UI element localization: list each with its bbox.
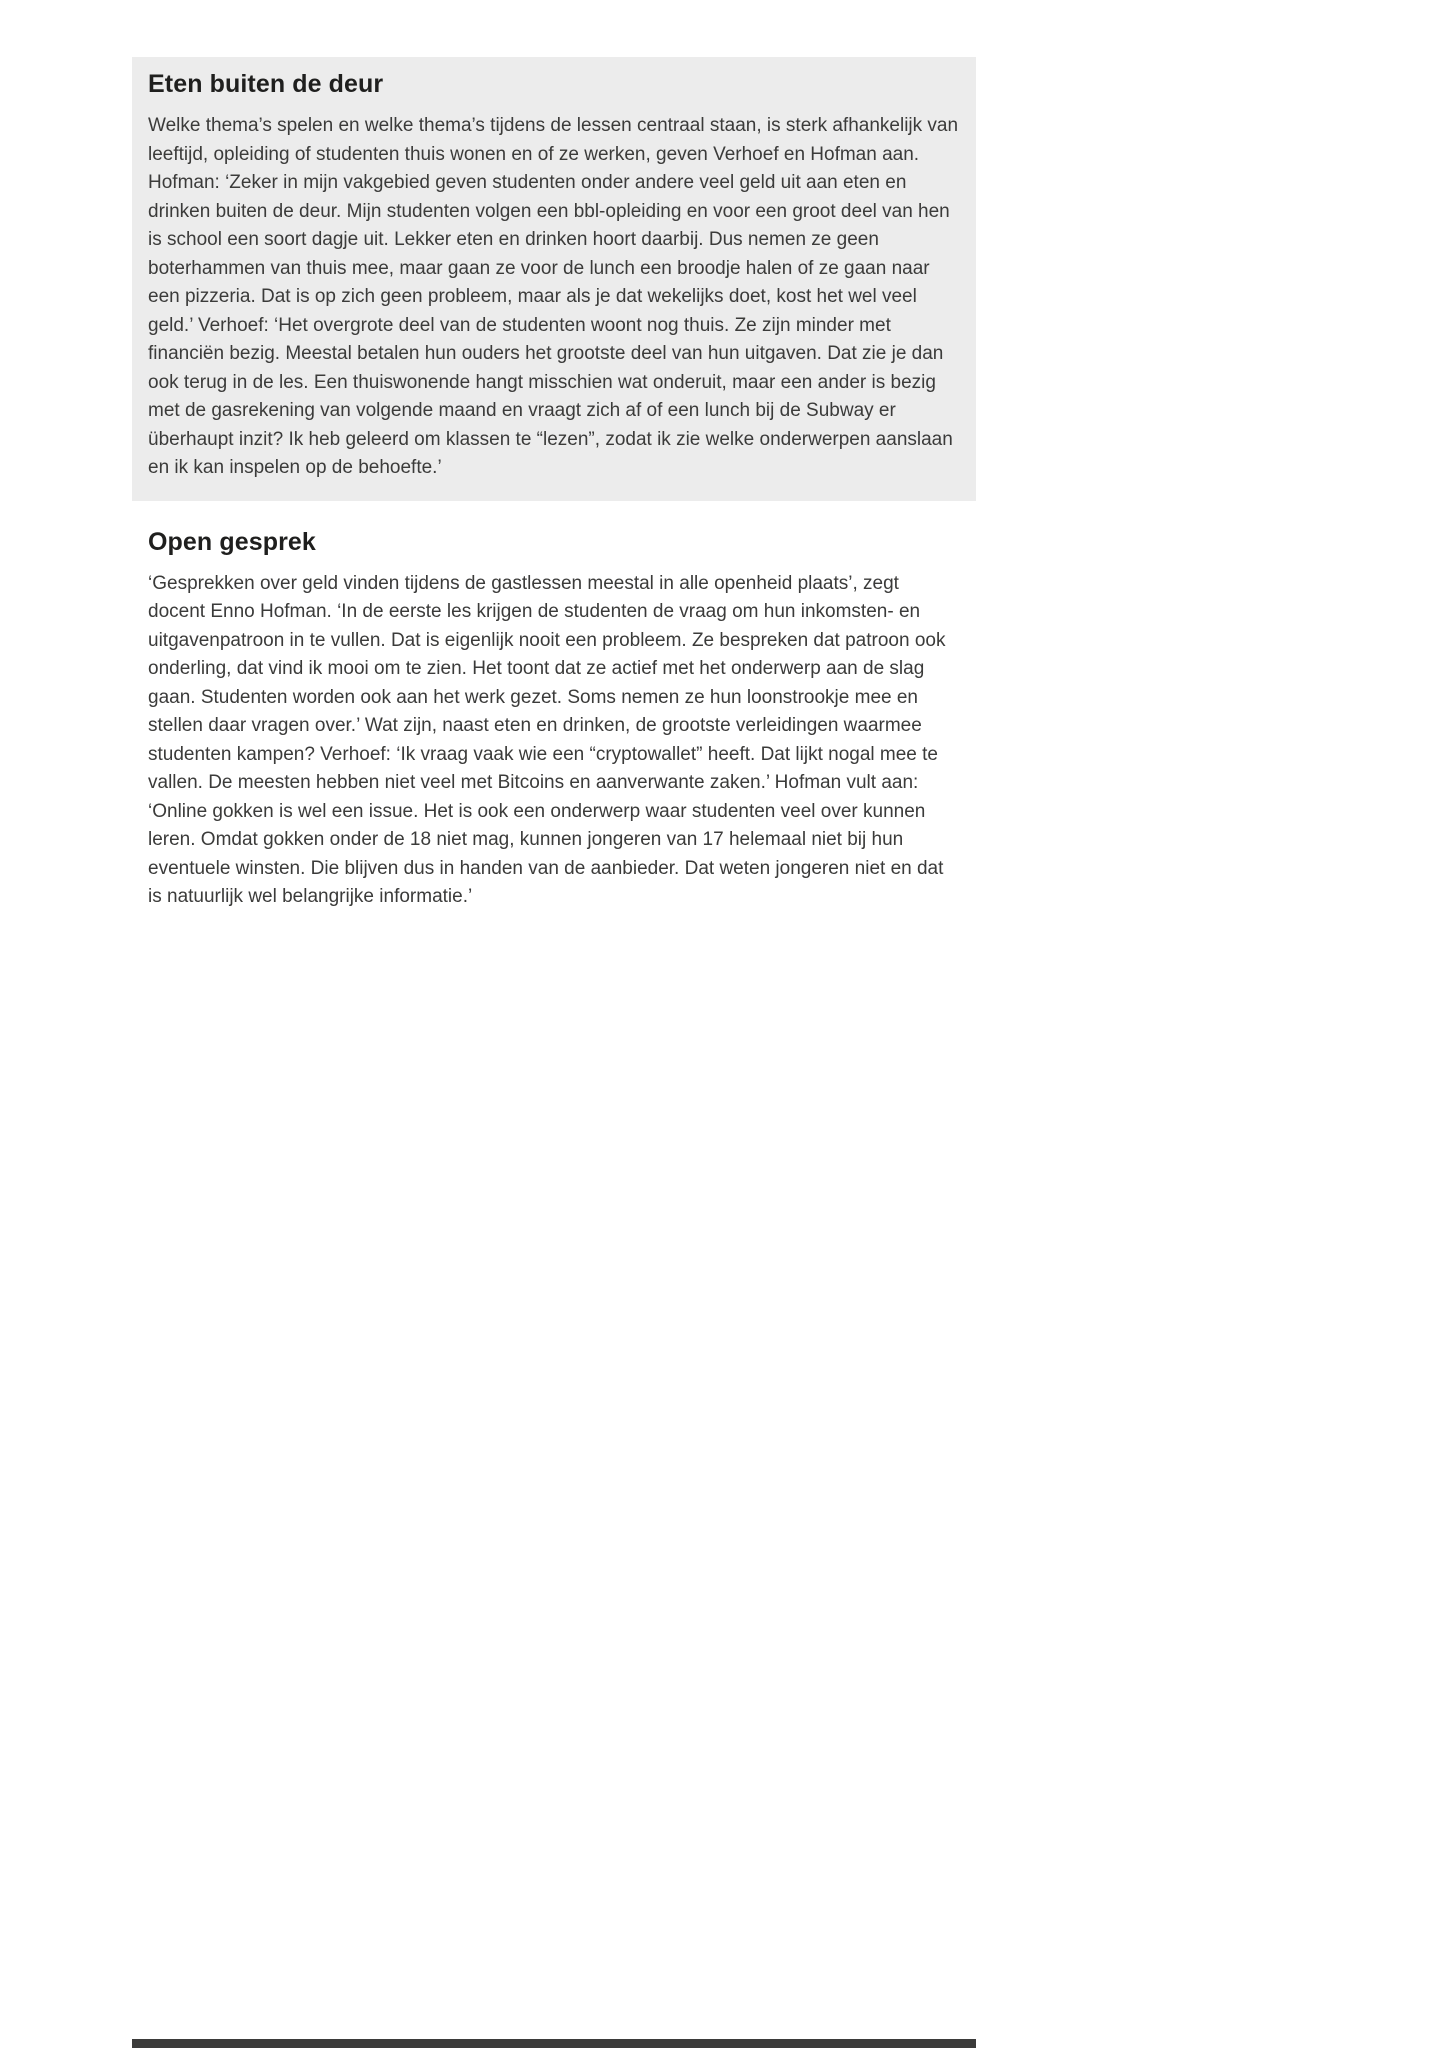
article-content: [132, 57, 976, 912]
section-body-text: Welke thema’s spelen en welke thema’s tijdens de lessen centraal staan, is sterk afhankelijk van leeftijd, opleiding of studenten thuis wonen en of ze werken, geven Verhoef en Hofman aan. Hofman: ‘Zeker in mijn vakgebied geven studenten onder andere veel geld uit aan eten en drinken buiten de deur. Mijn studenten volgen een bbl-opleiding en voor een groot deel van hen is school een soort dagje uit. Lekker eten en drinken hoort daarbij. Dus nemen ze geen boterhammen van thuis mee, maar gaan ze voor de lunch een broodje halen of ze gaan naar een pizzeria. Dat is op zich geen probleem, maar als je dat wekelijks doet, kost het wel veel geld.’ Verhoef: ‘Het overgrote deel van de studenten woont nog thuis. Ze zijn minder met financiën bezig. Meestal betalen hun ouders het grootste deel van hun uitgaven. Dat zie je dan ook terug in de les. Een thuiswonende hangt misschien wat onderuit, maar een ander is bezig met de gasrekening van volgende maand en vraagt zich af of een lunch bij de Subway er überhaupt inzit? Ik heb geleerd om klassen te “lezen”, zodat ik zie welke onderwerpen aanslaan en ik kan inspelen op de behoefte.’: [148, 115, 959, 478]
section-body-text: ‘Gesprekken over geld vinden tijdens de gastlessen meestal in alle openheid plaats’, zegt docent Enno Hofman. ‘In de eerste les krijgen de studenten de vraag om hun inkomsten- en uitgavenpatroon in te vullen. Dat is eigenlijk nooit een probleem. Ze bespreken dat patroon ook onderling, dat vind ik mooi om te zien. Het toont dat ze actief met het onderwerp aan de slag gaan. Studenten worden ook aan het werk gezet. Soms nemen ze hun loonstrookje mee en stellen daar vragen over.’ Wat zijn, naast eten en drinken, de grootste verleidingen waarmee studenten kampen? Verhoef: ‘Ik vraag vaak wie een “cryptowallet” heeft. Dat lijkt nogal mee te vallen. De meesten hebben niet veel met Bitcoins en aanverwante zaken.’ Hofman vult aan: ‘Online gokken is wel een issue. Het is ook een onderwerp waar studenten veel over kunnen leren. Omdat gokken onder de 18 niet mag, kunnen jongeren van 17 helemaal niet bij hun eventuele winsten. Die blijven dus in handen van de aanbieder. Dat weten jongeren niet en dat is natuurlijk wel belangrijke informatie.’: [148, 572, 946, 907]
section-heading: Open gesprek: [148, 527, 316, 556]
next-page-top-edge: [132, 2039, 976, 2048]
section-open-gesprek: [132, 527, 976, 912]
section-heading: Eten buiten de deur: [148, 70, 384, 98]
section-eten-buiten-de-deur: [132, 57, 976, 501]
